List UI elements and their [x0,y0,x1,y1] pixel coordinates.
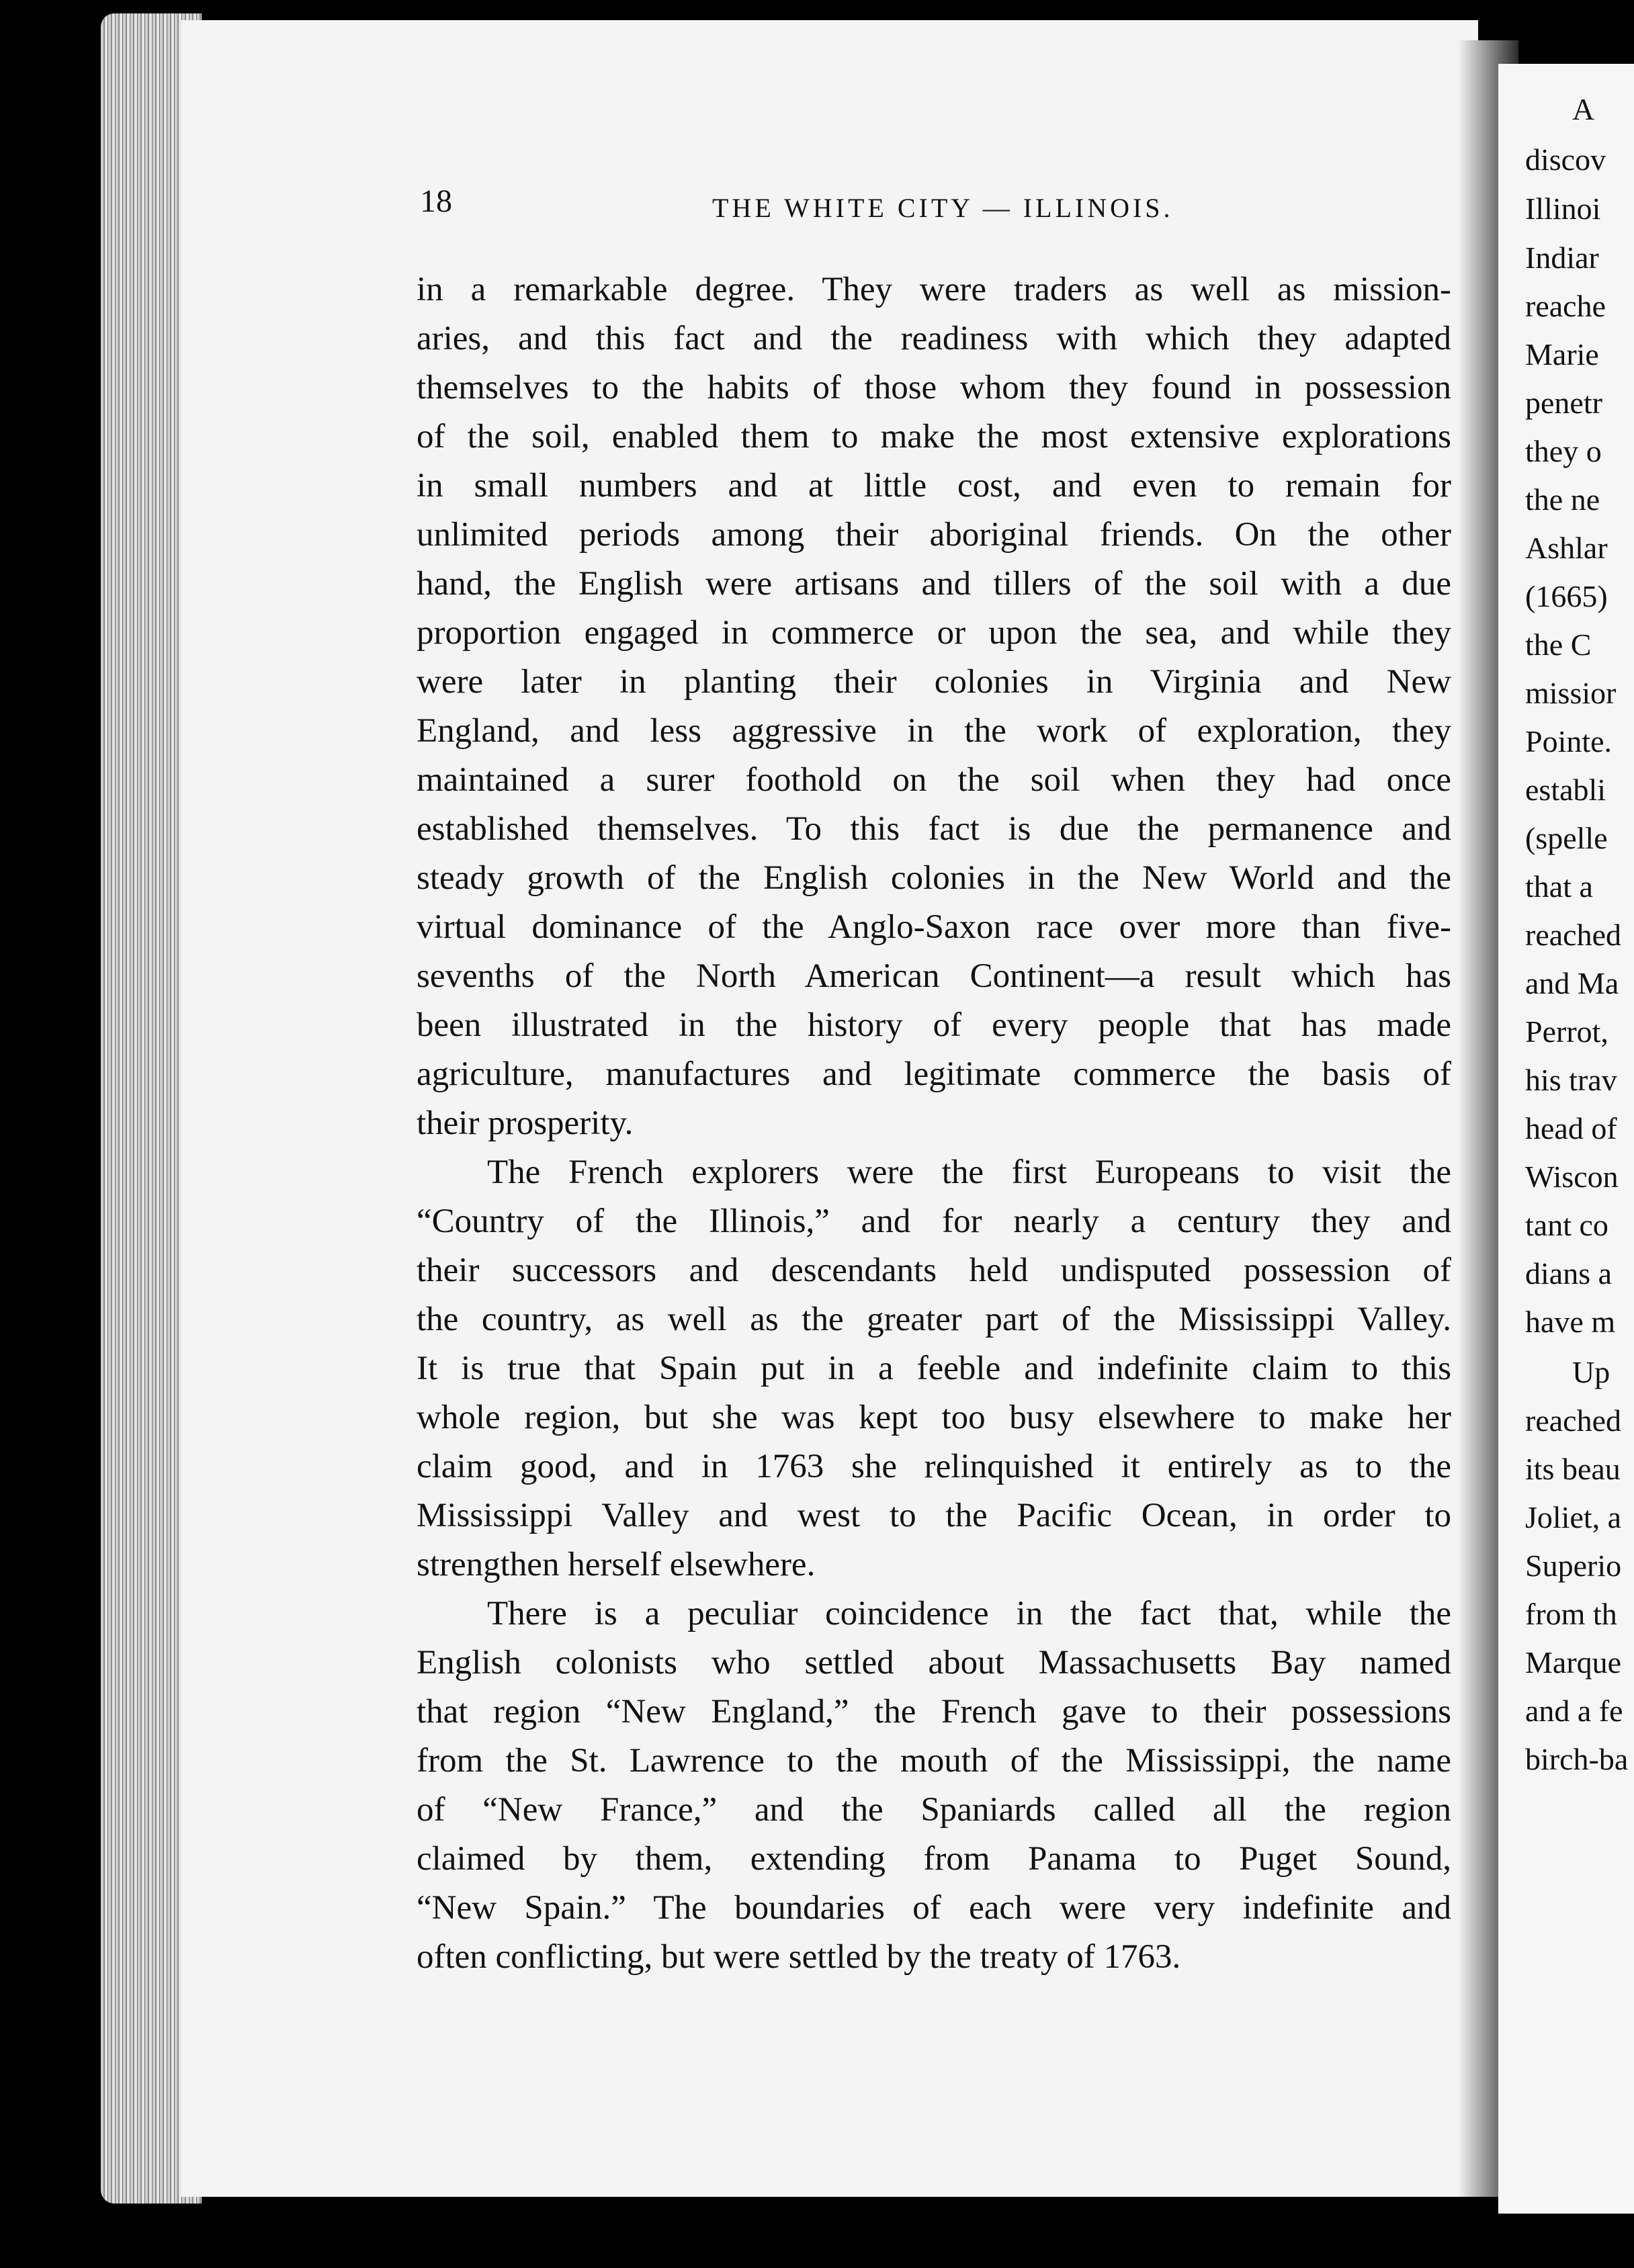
text-line: in small numbers and at little cost, and even to remain for [417,467,1451,505]
text-line: There is a peculiar coincidence in the fact that, while the [487,1595,1451,1632]
text-line: aries, and this fact and the readiness with which they adapted [417,320,1451,357]
text-line: Mississippi Valley and west to the Pacific Ocean, in order to [417,1497,1451,1534]
facing-line: reached [1525,918,1621,952]
text-line: their successors and descendants held undisputed possession of [417,1252,1451,1289]
paragraph [417,1589,1451,1982]
text-line: claim good, and in 1763 she relinquished it entirely as to the [417,1448,1451,1485]
text-line: been illustrated in the history of every people that has made [417,1006,1451,1044]
facing-line: reache [1525,289,1606,323]
facing-line: the C [1525,627,1592,662]
facing-line: Joliet, a [1525,1500,1622,1534]
facing-line: and a fe [1525,1694,1623,1728]
text-line: It is true that Spain put in a feeble and indefinite claim to this [417,1350,1451,1387]
facing-line: and Ma [1525,966,1619,1000]
facing-line: head of [1525,1111,1617,1145]
text-line: hand, the English were artisans and tillers of the soil with a due [417,565,1451,603]
paragraph [417,1148,1451,1589]
text-line: unlimited periods among their aboriginal friends. On the other [417,516,1451,554]
facing-line: reached [1525,1403,1621,1438]
text-line: established themselves. To this fact is due the permanence and [417,810,1451,848]
text-line: claimed by them, extending from Panama to Puget Sound, [417,1840,1451,1878]
facing-line: Marque [1525,1645,1622,1680]
facing-line: from th [1525,1597,1617,1631]
text-line: The French explorers were the first Europeans to visit the [487,1153,1451,1191]
facing-line: Pointe. [1525,724,1612,758]
text-line: “New Spain.” The boundaries of each were very indefinite and [417,1889,1451,1927]
page-number: 18 [420,183,452,219]
facing-line: they o [1525,434,1602,468]
text-line: sevenths of the North American Continent—a result which has [417,957,1451,995]
text-line: proportion engaged in commerce or upon the sea, and while they [417,614,1451,652]
text-line: in a remarkable degree. They were traders as well as mission- [417,271,1451,308]
facing-line: Marie [1525,337,1599,372]
text-line: were later in planting their colonies in Virginia and New [417,663,1451,701]
facing-line: A [1572,92,1595,126]
facing-line: Perrot, [1525,1014,1608,1049]
facing-line: that a [1525,869,1593,904]
text-line: often conflicting, but were settled by the treaty of 1763. [417,1938,1181,1976]
text-line: the country, as well as the greater part of the Mississippi Valley. [417,1301,1451,1338]
facing-line: Indiar [1525,241,1599,275]
body-text [417,265,1451,1982]
facing-line: (spelle [1525,821,1608,855]
text-line: agriculture, manufactures and legitimate commerce the basis of [417,1055,1451,1093]
facing-line: the ne [1525,482,1600,517]
facing-line: missior [1525,676,1617,710]
facing-line: have m [1525,1305,1616,1339]
text-line: steady growth of the English colonies in the New World and the [417,859,1451,897]
text-line: from the St. Lawrence to the mouth of the Mississippi, the name [417,1742,1451,1780]
text-line: English colonists who settled about Massachusetts Bay named [417,1644,1451,1682]
text-line: maintained a surer foothold on the soil when they had once [417,761,1451,799]
facing-line: Ashlar [1525,531,1608,565]
facing-page [1498,64,1634,2214]
facing-line: his trav [1525,1063,1617,1097]
facing-line: birch-ba [1525,1742,1629,1776]
facing-line: Superio [1525,1549,1622,1583]
text-line: themselves to the habits of those whom they found in possession [417,369,1451,406]
text-line: of “New France,” and the Spaniards called all the region [417,1791,1451,1829]
running-title: THE WHITE CITY — ILLINOIS. [712,193,1174,223]
text-line: strengthen herself elsewhere. [417,1546,816,1583]
facing-line: Wiscon [1525,1160,1619,1194]
paragraph [417,265,1451,1148]
facing-line: dians a [1525,1256,1612,1291]
facing-line: Up [1572,1355,1610,1389]
facing-line: penetr [1525,386,1602,420]
text-line: whole region, but she was kept too busy elsewhere to make her [417,1399,1451,1436]
facing-line: tant co [1525,1208,1608,1242]
facing-line: establi [1525,773,1606,807]
text-line: England, and less aggressive in the work of exploration, they [417,712,1451,750]
text-line: of the soil, enabled them to make the most extensive explorations [417,418,1451,455]
facing-line: its beau [1525,1452,1621,1486]
facing-line: Illinoi [1525,191,1601,226]
text-line: their prosperity. [417,1104,634,1142]
text-line: virtual dominance of the Anglo-Saxon race over more than five- [417,908,1451,946]
facing-line: (1665) [1525,579,1608,613]
text-line: “Country of the Illinois,” and for nearly a century they and [417,1203,1451,1240]
text-line: that region “New England,” the French gave to their possessions [417,1693,1451,1731]
facing-line: discov [1525,142,1606,177]
